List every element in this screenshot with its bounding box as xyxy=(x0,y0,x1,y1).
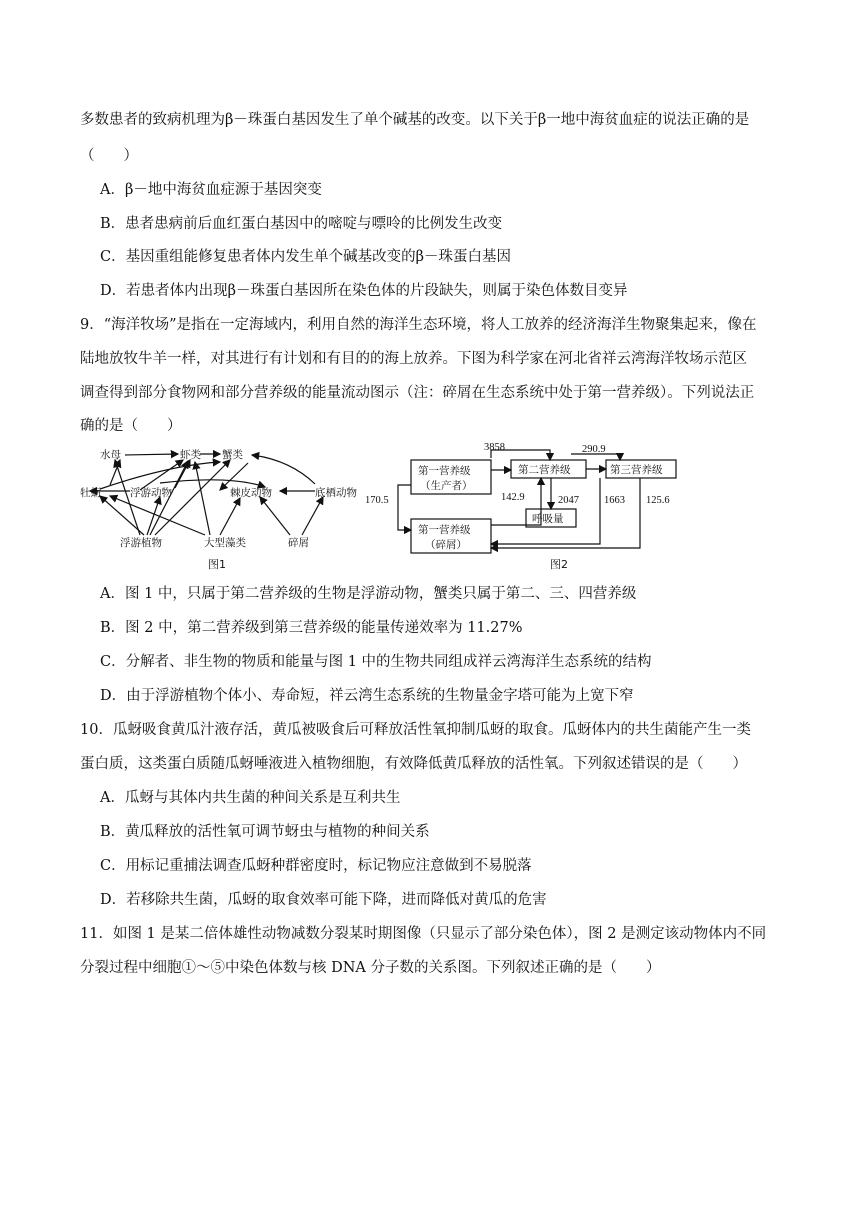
option-b: B．黄瓜释放的活性氧可调节蚜虫与植物的种间关系 xyxy=(100,824,430,840)
food-web-arrows xyxy=(90,454,323,535)
option-a: A．图 1 中，只属于第二营养级的生物是浮游动物，蟹类只属于第二、三、四营养级 xyxy=(100,586,637,602)
value-125-6: 125.6 xyxy=(646,495,670,506)
node-crab: 蟹类 xyxy=(222,449,243,461)
figures xyxy=(80,440,800,575)
figure2-caption: 图2 xyxy=(550,558,568,571)
value-3858: 3858 xyxy=(484,442,505,453)
question-9: 9．“海洋牧场”是指在一定海域内，利用自然的海洋生态环境，将人工放养的经济海洋生物聚集起来，像在 xyxy=(80,317,757,333)
node-shrimp: 虾类 xyxy=(180,449,201,461)
node-phytoplankton: 浮游植物 xyxy=(120,537,162,549)
option-c: C．基因重组能修复患者体内发生单个碱基改变的β－珠蛋白基因 xyxy=(100,249,511,265)
box-producer-sub: （生产者） xyxy=(420,480,473,492)
node-benthic: 底栖动物 xyxy=(315,487,357,499)
value-290-9: 290.9 xyxy=(582,444,606,455)
question-11: 11．如图 1 是某二倍体雄性动物减数分裂某时期图像（只显示了部分染色体），图 2 是测定该动物体内不同 xyxy=(80,926,767,942)
box-third-level: 第三营养级 xyxy=(610,464,663,476)
box-producer-title: 第一营养级 xyxy=(418,465,471,477)
option-b: B．图 2 中，第二营养级到第三营养级的能量传递效率为 11.27% xyxy=(100,620,523,636)
node-detritus: 碎屑 xyxy=(288,537,309,549)
option-d: D．由于浮游植物个体小、寿命短，祥云湾生态系统的生物量金字塔可能为上宽下窄 xyxy=(100,688,634,704)
question-10: 10．瓜蚜吸食黄瓜汁液存活，黄瓜被吸食后可释放活性氧抑制瓜蚜的取食。瓜蚜体内的共生菌能产生一类 xyxy=(80,722,751,738)
figure1-caption: 图1 xyxy=(208,558,226,571)
value-170-5: 170.5 xyxy=(365,495,389,506)
text-line: 多数患者的致病机理为β－珠蛋白基因发生了单个碱基的改变。以下关于β一地中海贫血症的说法正确的是 xyxy=(80,112,750,128)
text-line: 蛋白质，这类蛋白质随瓜蚜唾液进入植物细胞，有效降低黄瓜释放的活性氧。下列叙述错误的是（ ） xyxy=(80,756,747,772)
box-second-level: 第二营养级 xyxy=(518,464,571,476)
option-c: C．分解者、非生物的物质和能量与图 1 中的生物共同组成祥云湾海洋生态系统的结构 xyxy=(100,654,652,670)
option-d: D．若患者体内出现β－珠蛋白基因所在染色体的片段缺失，则属于染色体数目变异 xyxy=(100,283,628,299)
value-2047: 2047 xyxy=(558,495,579,506)
node-macroalgae: 大型藻类 xyxy=(204,537,246,549)
box-detritus-title: 第一营养级 xyxy=(418,524,471,536)
text-line: 分裂过程中细胞①～⑤中染色体数与核 DNA 分子数的关系图。下列叙述正确的是（ ） xyxy=(80,960,661,976)
text-line: 调查得到部分食物网和部分营养级的能量流动图示（注：碎屑在生态系统中处于第一营养级）。下列说法正 xyxy=(80,385,755,401)
node-echinoderm: 棘皮动物 xyxy=(230,487,272,499)
value-142-9: 142.9 xyxy=(501,492,525,503)
option-d: D．若移除共生菌，瓜蚜的取食效率可能下降，进而降低对黄瓜的危害 xyxy=(100,892,547,908)
box-respiration: 呼吸量 xyxy=(532,513,564,525)
option-a: A．β－地中海贫血症源于基因突变 xyxy=(100,182,322,198)
box-detritus-sub: （碎屑） xyxy=(425,539,467,551)
node-jellyfish: 水母 xyxy=(100,449,121,461)
node-oyster: 牡蛎 xyxy=(80,487,101,499)
node-zooplankton: 浮游动物 xyxy=(130,487,172,499)
option-a: A．瓜蚜与其体内共生菌的种间关系是互利共生 xyxy=(100,790,401,806)
text-line: 陆地放牧牛羊一样，对其进行有计划和有目的的海上放养。下图为科学家在河北省祥云湾海洋牧场示范区 xyxy=(80,351,747,367)
text-line: （ ） xyxy=(80,148,138,164)
option-c: C．用标记重捕法调查瓜蚜种群密度时，标记物应注意做到不易脱落 xyxy=(100,858,532,874)
value-1663: 1663 xyxy=(604,495,625,506)
option-b: B．患者患病前后血红蛋白基因中的嘧啶与嘌呤的比例发生改变 xyxy=(100,216,503,232)
text-line: 确的是（ ） xyxy=(80,418,182,434)
